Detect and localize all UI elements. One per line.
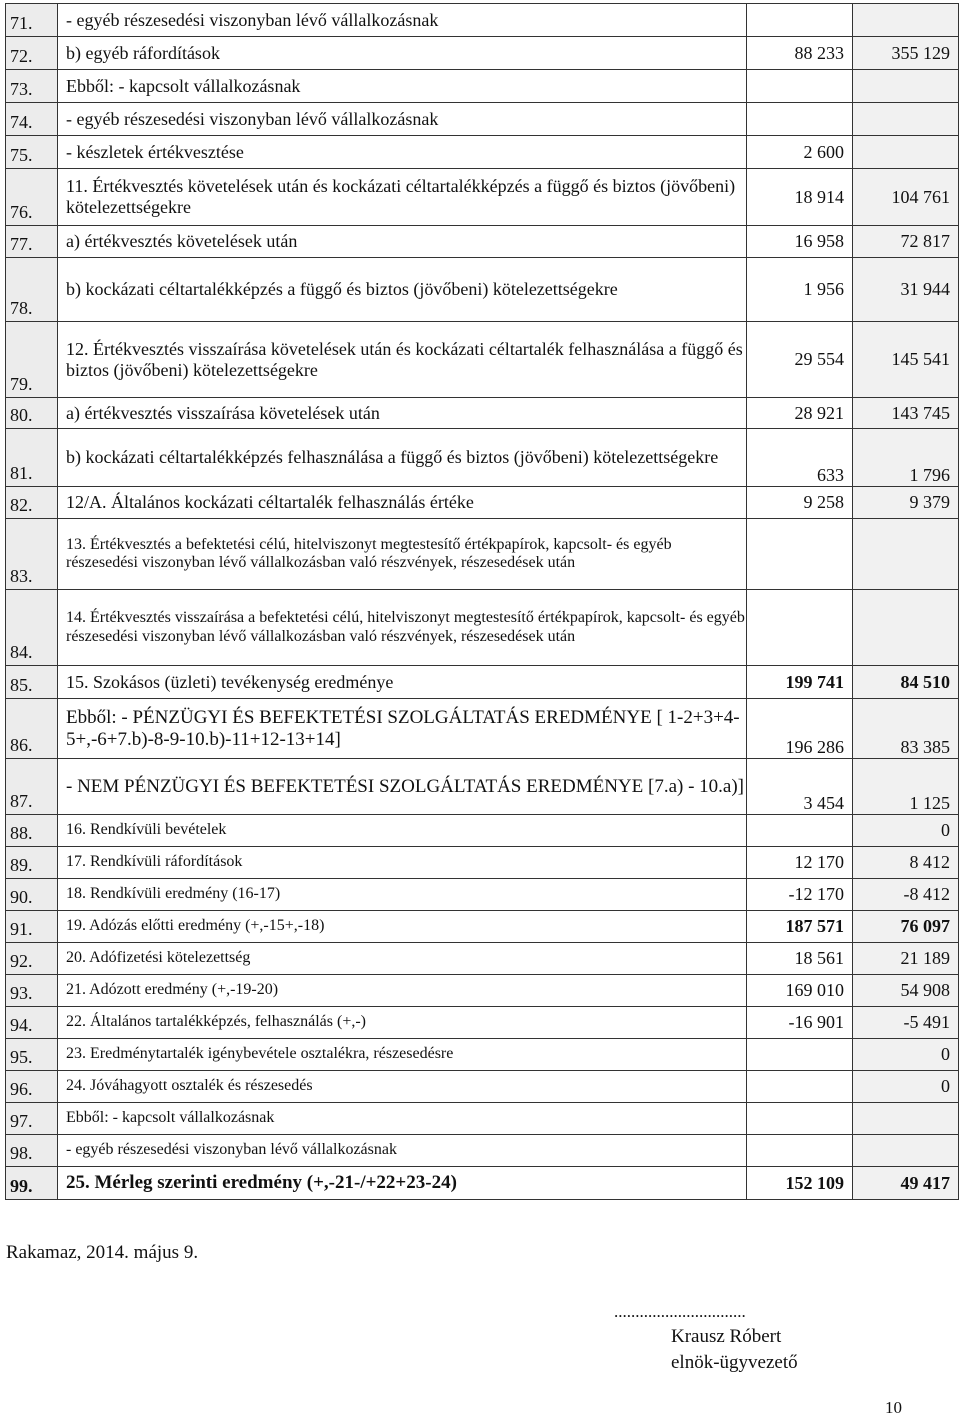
row-description: 25. Mérleg szerinti eredmény (+,-21-/+22+23-24) bbox=[58, 1167, 747, 1200]
row-number: 90. bbox=[6, 879, 58, 911]
table-row bbox=[6, 136, 959, 169]
table-row bbox=[6, 70, 959, 103]
value-previous: 1 796 bbox=[853, 429, 959, 487]
value-current bbox=[747, 70, 853, 103]
row-description: - egyéb részesedési viszonyban lévő vállalkozásnak bbox=[58, 1135, 747, 1167]
table-row bbox=[6, 1167, 959, 1200]
row-description: 24. Jóváhagyott osztalék és részesedés bbox=[58, 1071, 747, 1103]
row-description: - egyéb részesedési viszonyban lévő vállalkozásnak bbox=[58, 103, 747, 136]
row-number: 81. bbox=[6, 429, 58, 487]
table-row bbox=[6, 519, 959, 590]
value-current: 1 956 bbox=[747, 258, 853, 322]
row-number: 79. bbox=[6, 322, 58, 398]
row-description: Ebből: - kapcsolt vállalkozásnak bbox=[58, 1103, 747, 1135]
value-current: -16 901 bbox=[747, 1007, 853, 1039]
row-description: - készletek értékvesztése bbox=[58, 136, 747, 169]
row-number: 98. bbox=[6, 1135, 58, 1167]
row-number: 80. bbox=[6, 398, 58, 429]
row-number: 96. bbox=[6, 1071, 58, 1103]
row-number: 76. bbox=[6, 169, 58, 226]
row-description: 12. Értékvesztés visszaírása követelések után és kockázati céltartalék felhasználása a függő és biztos (jövőbeni) kötelezettségekre bbox=[58, 322, 747, 398]
table-row bbox=[6, 943, 959, 975]
table-row bbox=[6, 879, 959, 911]
value-current: 152 109 bbox=[747, 1167, 853, 1200]
row-description: - egyéb részesedési viszonyban lévő vállalkozásnak bbox=[58, 4, 747, 37]
value-current bbox=[747, 1135, 853, 1167]
table-row bbox=[6, 759, 959, 815]
row-number: 82. bbox=[6, 487, 58, 519]
value-current: 9 258 bbox=[747, 487, 853, 519]
row-description: 11. Értékvesztés követelések után és kockázati céltartalékképzés a függő és biztos (jövőbeni) kötelezettségekre bbox=[58, 169, 747, 226]
value-previous: 31 944 bbox=[853, 258, 959, 322]
row-description: 20. Adófizetési kötelezettség bbox=[58, 943, 747, 975]
row-description: 15. Szokásos (üzleti) tevékenység eredménye bbox=[58, 666, 747, 699]
value-current: 18 914 bbox=[747, 169, 853, 226]
row-description: b) egyéb ráfordítások bbox=[58, 37, 747, 70]
row-number: 95. bbox=[6, 1039, 58, 1071]
row-number: 94. bbox=[6, 1007, 58, 1039]
value-current: 3 454 bbox=[747, 759, 853, 815]
value-previous: 49 417 bbox=[853, 1167, 959, 1200]
place-and-date: Rakamaz, 2014. május 9. bbox=[6, 1242, 199, 1263]
row-number: 73. bbox=[6, 70, 58, 103]
row-description: Ebből: - kapcsolt vállalkozásnak bbox=[58, 70, 747, 103]
value-previous: 0 bbox=[853, 1071, 959, 1103]
table-row bbox=[6, 103, 959, 136]
row-description: 13. Értékvesztés a befektetési célú, hitelviszonyt megtestesítő értékpapírok, kapcsolt- és egyéb részesedési viszonyban lévő vállalkozásban való részvények, részesedések után bbox=[58, 519, 747, 590]
value-current: 187 571 bbox=[747, 911, 853, 943]
value-current bbox=[747, 1039, 853, 1071]
row-number: 97. bbox=[6, 1103, 58, 1135]
signature-line: ............................... bbox=[614, 1302, 746, 1321]
value-previous: 76 097 bbox=[853, 911, 959, 943]
value-previous: 9 379 bbox=[853, 487, 959, 519]
row-number: 91. bbox=[6, 911, 58, 943]
value-current: 2 600 bbox=[747, 136, 853, 169]
table-row bbox=[6, 815, 959, 847]
row-number: 99. bbox=[6, 1167, 58, 1200]
row-description: - NEM PÉNZÜGYI ÉS BEFEKTETÉSI SZOLGÁLTATÁS EREDMÉNYE [7.a) - 10.a)] bbox=[58, 759, 747, 815]
table-row bbox=[6, 1135, 959, 1167]
row-description: 18. Rendkívüli eredmény (16-17) bbox=[58, 879, 747, 911]
row-description: 19. Adózás előtti eredmény (+,-15+,-18) bbox=[58, 911, 747, 943]
row-description: 21. Adózott eredmény (+,-19-20) bbox=[58, 975, 747, 1007]
value-current: 196 286 bbox=[747, 699, 853, 759]
row-description: 23. Eredménytartalék igénybevétele osztalékra, részesedésre bbox=[58, 1039, 747, 1071]
table-row bbox=[6, 1103, 959, 1135]
value-previous: 355 129 bbox=[853, 37, 959, 70]
row-description: 22. Általános tartalékképzés, felhasználás (+,-) bbox=[58, 1007, 747, 1039]
value-current bbox=[747, 4, 853, 37]
value-current: 18 561 bbox=[747, 943, 853, 975]
value-current bbox=[747, 519, 853, 590]
row-number: 78. bbox=[6, 258, 58, 322]
value-current bbox=[747, 590, 853, 666]
row-number: 88. bbox=[6, 815, 58, 847]
page-number: 10 bbox=[885, 1398, 902, 1417]
table-row bbox=[6, 1007, 959, 1039]
value-previous: 0 bbox=[853, 815, 959, 847]
value-previous bbox=[853, 4, 959, 37]
row-number: 74. bbox=[6, 103, 58, 136]
row-description: Ebből: - PÉNZÜGYI ÉS BEFEKTETÉSI SZOLGÁLTATÁS EREDMÉNYE [ 1-2+3+4-5+,-6+7.b)-8-9-10.b)-11+12-13+14] bbox=[58, 699, 747, 759]
value-previous: 84 510 bbox=[853, 666, 959, 699]
row-description: a) értékvesztés követelések után bbox=[58, 226, 747, 258]
value-current: 199 741 bbox=[747, 666, 853, 699]
value-previous: 21 189 bbox=[853, 943, 959, 975]
value-previous: 0 bbox=[853, 1039, 959, 1071]
table-row bbox=[6, 1071, 959, 1103]
row-number: 87. bbox=[6, 759, 58, 815]
value-previous bbox=[853, 136, 959, 169]
row-description: b) kockázati céltartalékképzés felhasználása a függő és biztos (jövőbeni) kötelezettségekre bbox=[58, 429, 747, 487]
signer-name: Krausz Róbert bbox=[671, 1326, 782, 1347]
value-previous: 83 385 bbox=[853, 699, 959, 759]
row-number: 92. bbox=[6, 943, 58, 975]
row-number: 85. bbox=[6, 666, 58, 699]
row-description: 12/A. Általános kockázati céltartalék felhasználás értéke bbox=[58, 487, 747, 519]
table-row bbox=[6, 1039, 959, 1071]
row-number: 86. bbox=[6, 699, 58, 759]
row-number: 72. bbox=[6, 37, 58, 70]
table-row bbox=[6, 590, 959, 666]
row-number: 84. bbox=[6, 590, 58, 666]
row-description: a) értékvesztés visszaírása követelések után bbox=[58, 398, 747, 429]
value-previous bbox=[853, 590, 959, 666]
table-row bbox=[6, 322, 959, 398]
value-previous: 145 541 bbox=[853, 322, 959, 398]
value-current bbox=[747, 1071, 853, 1103]
value-current: 12 170 bbox=[747, 847, 853, 879]
value-previous: -8 412 bbox=[853, 879, 959, 911]
table-row bbox=[6, 169, 959, 226]
value-current bbox=[747, 815, 853, 847]
table-row bbox=[6, 487, 959, 519]
table-row bbox=[6, 37, 959, 70]
table-row bbox=[6, 429, 959, 487]
value-current: 169 010 bbox=[747, 975, 853, 1007]
row-number: 77. bbox=[6, 226, 58, 258]
value-previous: -5 491 bbox=[853, 1007, 959, 1039]
table-row bbox=[6, 911, 959, 943]
value-previous: 104 761 bbox=[853, 169, 959, 226]
value-current bbox=[747, 1103, 853, 1135]
table-row bbox=[6, 847, 959, 879]
table-row bbox=[6, 666, 959, 699]
table-row bbox=[6, 226, 959, 258]
row-description: 17. Rendkívüli ráfordítások bbox=[58, 847, 747, 879]
row-description: 16. Rendkívüli bevételek bbox=[58, 815, 747, 847]
value-current bbox=[747, 103, 853, 136]
value-previous bbox=[853, 70, 959, 103]
row-description: 14. Értékvesztés visszaírása a befektetési célú, hitelviszonyt megtestesítő értékpapírok, kapcsolt- és egyéb részesedési viszonyban lévő vállalkozásban való részvények, részesedések után bbox=[58, 590, 747, 666]
row-number: 89. bbox=[6, 847, 58, 879]
table-row bbox=[6, 4, 959, 37]
value-previous: 8 412 bbox=[853, 847, 959, 879]
value-current: 29 554 bbox=[747, 322, 853, 398]
value-previous: 143 745 bbox=[853, 398, 959, 429]
signer-title: elnök-ügyvezető bbox=[671, 1352, 798, 1373]
value-previous: 54 908 bbox=[853, 975, 959, 1007]
table-row bbox=[6, 975, 959, 1007]
table-row bbox=[6, 398, 959, 429]
value-previous bbox=[853, 1135, 959, 1167]
row-number: 93. bbox=[6, 975, 58, 1007]
value-previous bbox=[853, 519, 959, 590]
value-previous: 72 817 bbox=[853, 226, 959, 258]
row-number: 71. bbox=[6, 4, 58, 37]
value-previous: 1 125 bbox=[853, 759, 959, 815]
value-previous bbox=[853, 103, 959, 136]
table-row bbox=[6, 258, 959, 322]
value-current: 28 921 bbox=[747, 398, 853, 429]
row-number: 83. bbox=[6, 519, 58, 590]
value-current: 633 bbox=[747, 429, 853, 487]
row-number: 75. bbox=[6, 136, 58, 169]
value-current: -12 170 bbox=[747, 879, 853, 911]
value-current: 88 233 bbox=[747, 37, 853, 70]
value-current: 16 958 bbox=[747, 226, 853, 258]
financial-statement-table bbox=[5, 3, 959, 1200]
table-row bbox=[6, 699, 959, 759]
value-previous bbox=[853, 1103, 959, 1135]
row-description: b) kockázati céltartalékképzés a függő és biztos (jövőbeni) kötelezettségekre bbox=[58, 258, 747, 322]
